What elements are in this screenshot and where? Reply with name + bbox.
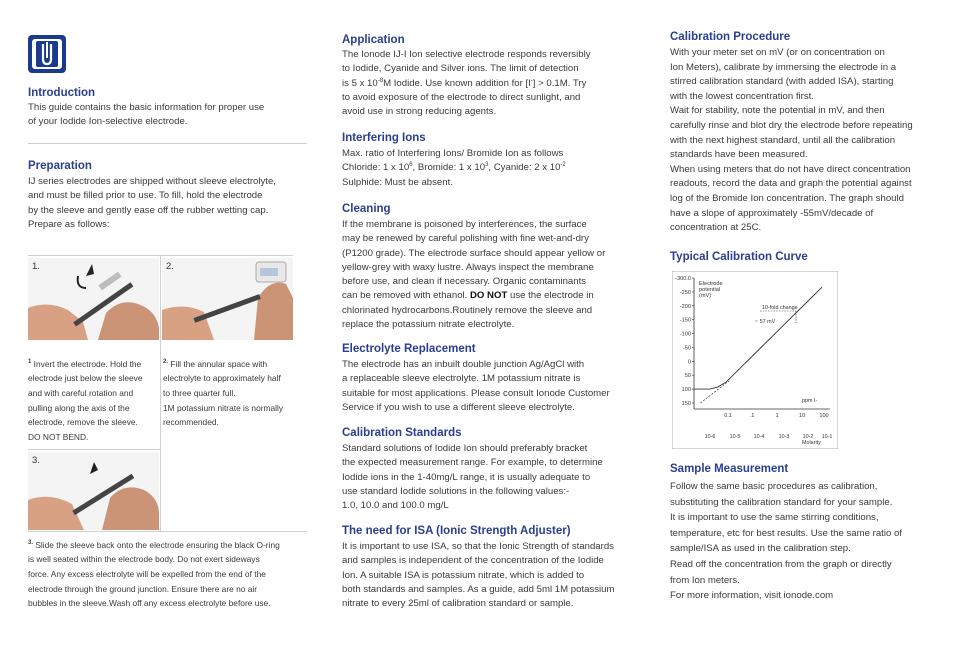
step2-photo — [162, 258, 293, 340]
introduction-text: This guide contains the basic information for proper use of your Iodide Ion-selective electrode. — [28, 102, 265, 128]
x-tick-ppm: 1 — [775, 413, 779, 419]
step3-number: 3. — [32, 455, 40, 466]
step3-photo — [28, 452, 159, 530]
x-tick-molarity: 10-1 — [821, 434, 833, 440]
ylabel-line1: Electrode — [699, 281, 723, 287]
step3-caption: $^{3.}$ Slide the sleeve back onto the electrode ensuring the black O-ring is well seated within the electrode body. Do not exert sideways force. Any excess electrolyte will be expelled from the end of the electrode through the ground junction. Ensure there are no air bubbles in the sleeve.Wash off any excess electrolyte before use. — [28, 539, 280, 609]
sample-measurement-text: Follow the same basic procedures as calibration, substituting the calibration standard for your sample. It is important to use the same stirring conditions, temperature, etc for best results. Use the same ratio of sample/ISA as used in the calibration step. Read off the concentration from the graph or directly from Ion meters. For more information, visit ionode.com — [670, 479, 902, 604]
x-tick-molarity: 10-2 — [802, 434, 814, 440]
preparation-heading: Preparation — [28, 160, 92, 172]
step1-number: 1. — [32, 261, 40, 272]
step1-photo — [28, 258, 159, 340]
x-tick-molarity: 10-6 — [704, 434, 716, 440]
interfering-ions-heading: Interfering Ions — [342, 132, 426, 144]
y-tick-label: -250 — [679, 289, 691, 296]
application-text: The Ionode IJ-I Ion selective electrode responds reversibly to Iodide, Cyanide and Silver ions. The limit of detection is 5 x $10^{-8}M$ Iodide. Use known addition for [I-] > 0.1M. Try to avoid exposure of the electrode to direct sunlight, and avoid use in strong reducing agents. — [342, 49, 591, 118]
cleaning-heading: Cleaning — [342, 203, 391, 215]
step1-illustration — [28, 258, 159, 340]
introduction-heading: Introduction — [28, 87, 96, 99]
calibration-procedure-heading: Calibration Procedure — [670, 31, 791, 43]
annotation-10fold: 10-fold change — [762, 305, 798, 311]
x-tick-molarity: 10-3 — [778, 434, 790, 440]
calibration-procedure-text: With your meter set on mV (or on concentration on Ion Meters), calibrate by immersing the electrode in a stirred calibration standard (with added ISA), starting with the lowest concentration first. Wait for stability, note the potential in mV, and then carefully rinse and blot dry the electrode before repeating with the next highest standard, until all the calibration standards have been measured. When using meters that do not have direct concentration readouts, record the data and graph the potential against log of the Bromide Ion concentration. The graph should have a slope of approximately -55mV/decade of concentration at 25C. — [670, 47, 913, 234]
ionode-logo — [28, 35, 66, 73]
x-tick-molarity: 10-4 — [753, 434, 765, 440]
isa-text: It is important to use ISA, so that the Ionic Strength of standards and samples is independent of the concentration of the Iodide Ion. A suitable ISA is potassium nitrate, which is added to both standards and samples. As a guide, add 5ml 1M potassium nitrate to every 25ml of calibration standard or sample. — [342, 541, 615, 610]
y-tick-label: 150 — [681, 401, 691, 407]
chart-frame — [672, 271, 838, 449]
sample-measurement-heading: Sample Measurement — [670, 463, 789, 475]
y-tick-label: -150 — [679, 317, 691, 324]
x-tick-ppm: 0.1 — [724, 413, 732, 419]
step3-illustration — [28, 452, 159, 530]
y-tick-label: -100 — [679, 331, 691, 338]
preparation-text: IJ series electrodes are shipped without sleeve electrolyte, and must be filled prior to use. To fill, hold the electrode by the sleeve and gently ease off the rubber wetting cap. Prepare as follows: — [28, 176, 276, 230]
y-tick-label: -300.0 — [675, 276, 691, 282]
y-tick-label: 50 — [684, 373, 691, 380]
xlabel-top: ppm I- — [802, 398, 818, 404]
x-tick-ppm: .1 — [749, 413, 755, 419]
calibration-curve-chart — [672, 271, 838, 449]
application-heading: Application — [342, 34, 405, 46]
calibration-standards-heading: Calibration Standards — [342, 427, 462, 439]
step2-number: 2. — [166, 261, 174, 272]
calibration-standards-text: Standard solutions of Iodide Ion should preferably bracket the expected measurement range. For example, to determine Iodide ions in the 1-40mg/L range, it is usually adequate to use standard Iodide solutions in the following values:- 1.0, 10.0 and 100.0 mg/L — [342, 443, 603, 512]
x-tick-ppm: 10 — [798, 413, 806, 419]
step2-caption: $^{2.}$ Fill the annular space with electrolyte to approximately half to three quarter full. 1M potassium nitrate is normally recommended. — [163, 358, 284, 428]
step1-caption: $^1$ Invert the electrode. Hold the electrode just below the sleeve and with careful rotation and pulling along the axis of the electrode, remove the sleeve. DO NOT BEND. — [28, 358, 143, 442]
ylabel-line3: (mV) — [699, 293, 712, 299]
x-tick-molarity: 10-5 — [729, 434, 741, 440]
step2-illustration — [162, 258, 293, 340]
ylabel-line2: potential — [699, 287, 721, 293]
grid-line — [160, 255, 161, 449]
grid-line — [160, 449, 161, 531]
cleaning-text: If the membrane is poisoned by interferences, the surface may be renewed by careful polishing with fine wet-and-dry (P1200 grade). The electrode surface should appear yellow or yellow-grey with waxy lustre. Always inspect the membrane before use, and clean if necessary. Organic contaminants can be removed with ethanol. DO NOT use the electrode in chlorinated hydrocarbons.Routinely remove the sleeve and replace the potassium nitrate electrolyte. — [342, 219, 606, 331]
xlabel-bottom: Molarity — [802, 440, 821, 446]
calibration-curve-heading: Typical Calibration Curve — [670, 251, 808, 263]
y-tick-label: -50 — [682, 345, 691, 352]
y-tick-label: -200 — [679, 303, 691, 310]
electrolyte-replacement-text: The electrode has an inbuilt double junction Ag/AgCl with a replaceable sleeve electrolyte. 1M potassium nitrate is suitable for most applications. Please consult Ionode Customer Service if you wish to use a different sleeve electrolyte. — [342, 359, 610, 413]
y-tick-label: 0 — [687, 359, 691, 366]
more-info-link: For more information, visit ionode.com — [670, 590, 834, 602]
isa-heading: The need for ISA (Ionic Strength Adjuster) — [342, 525, 571, 537]
divider — [28, 143, 307, 144]
electrolyte-replacement-heading: Electrolyte Replacement — [342, 343, 476, 355]
y-tick-label: 100 — [681, 387, 691, 394]
interfering-ions-text: Max. ratio of Interfering Ions/ Bromide Ion as follows Chloride: 1 x $10^6$, Bromide: 1 x $10^3$, Cyanide: 2 x $10^{-2}$ Sulphide: Must be absent. — [342, 148, 566, 188]
annotation-slope: ~ 57 mV — [755, 319, 776, 325]
x-tick-ppm: 100 — [819, 413, 829, 419]
grid-line — [28, 531, 307, 532]
grid-line — [28, 449, 160, 450]
